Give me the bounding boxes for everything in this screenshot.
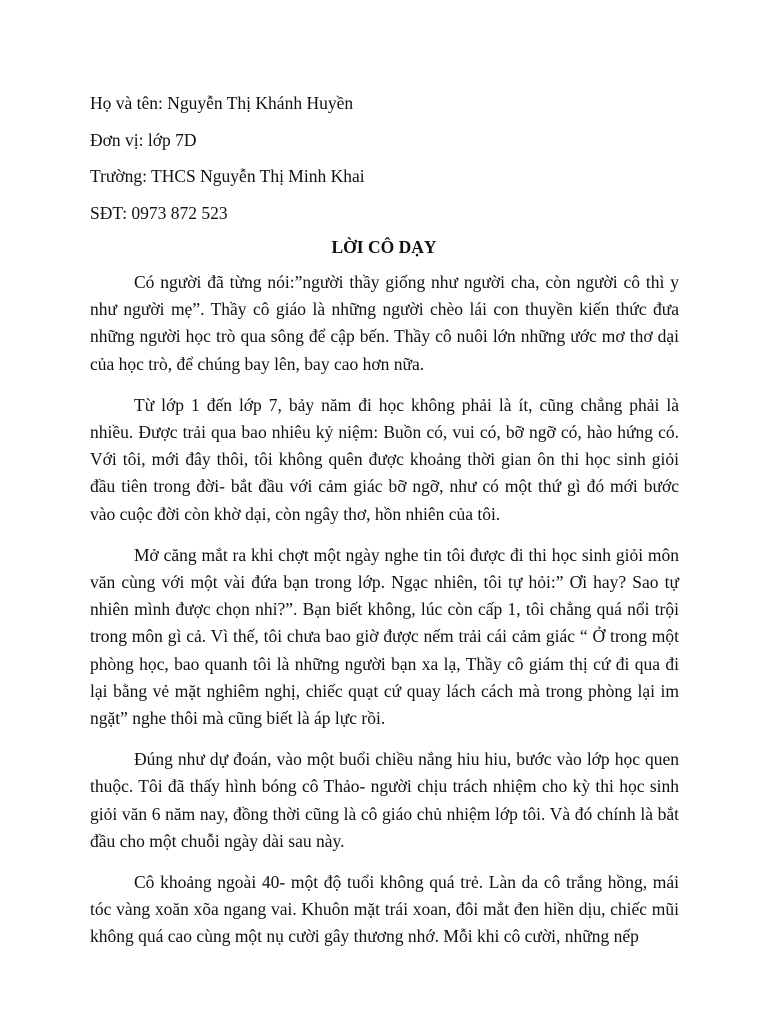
- author-info: [90, 92, 690, 238]
- author-unit-line: Đơn vị: lớp 7D: [90, 129, 197, 150]
- paragraph: Đúng như dự đoán, vào một buổi chiều nắng hiu hiu, bước vào lớp học quen thuộc. Tôi đã thấy hình bóng cô Thảo- người chịu trách nhiệm cho kỳ thi học sinh giỏi văn 6 năm nay, đồng thời cũng là cô giáo chủ nhiệm lớp tôi. Và đó chính là bắt đầu cho một chuỗi ngày dài sau này.: [90, 749, 679, 851]
- essay-body: [90, 269, 679, 965]
- paragraph: Từ lớp 1 đến lớp 7, bảy năm đi học không phải là ít, cũng chẳng phải là nhiều. Được trải qua bao nhiêu kỷ niệm: Buồn có, vui có, bỡ ngỡ có, hào hứng có. Với tôi, mới đây thôi, tôi không quên được khoảng thời gian ôn thi học sinh giỏi đầu tiên trong đời- bắt đầu với cảm giác bỡ ngỡ, như có một thứ gì đó mới bước vào cuộc đời còn khờ dại, còn ngây thơ, hồn nhiên của tôi.: [90, 394, 679, 524]
- paragraph: Cô khoảng ngoài 40- một độ tuổi không quá trẻ. Làn da cô trắng hồng, mái tóc vàng xoăn xõa ngang vai. Khuôn mặt trái xoan, đôi mắt đen hiền dịu, chiếc mũi không quá cao cùng một nụ cười gây thương nhớ. Mỗi khi cô cười, những nếp: [90, 872, 679, 947]
- author-phone-line: SĐT: 0973 872 523: [90, 202, 228, 223]
- document-title: LỜI CÔ DẠY: [331, 237, 437, 257]
- author-name-line: Họ và tên: Nguyễn Thị Khánh Huyền: [90, 93, 354, 113]
- paragraph: Mở căng mắt ra khi chợt một ngày nghe tin tôi được đi thi học sinh giỏi môn văn cùng với một vài đứa bạn trong lớp. Ngạc nhiên, tôi tự hỏi:” Ơi hay? Sao tự nhiên mình được chọn nhỉ?”. Bạn biết không, lúc còn cấp 1, tôi chẳng quá nổi trội trong môn gì cả. Vì thế, tôi chưa bao giờ được nếm trải cái cảm giác “ Ở trong một phòng học, bao quanh tôi là những người bạn xa lạ, Thầy cô giám thị cứ đi qua đi lại bằng vẻ mặt nghiêm nghị, chiếc quạt cứ quay lách cách mà trong phòng lại im ngặt” nghe thôi mà cũng biết là áp lực rồi.: [90, 544, 679, 729]
- paragraph: Có người đã từng nói:”người thầy giống như người cha, còn người cô thì y như người mẹ”. Thầy cô giáo là những người chèo lái con thuyền kiến thức đưa những người học trò qua sông để cập bến. Thầy cô nuôi lớn những ước mơ thơ dại của học trò, để chúng bay lên, bay cao hơn nữa.: [90, 272, 679, 374]
- author-school-line: Trường: THCS Nguyễn Thị Minh Khai: [90, 166, 365, 186]
